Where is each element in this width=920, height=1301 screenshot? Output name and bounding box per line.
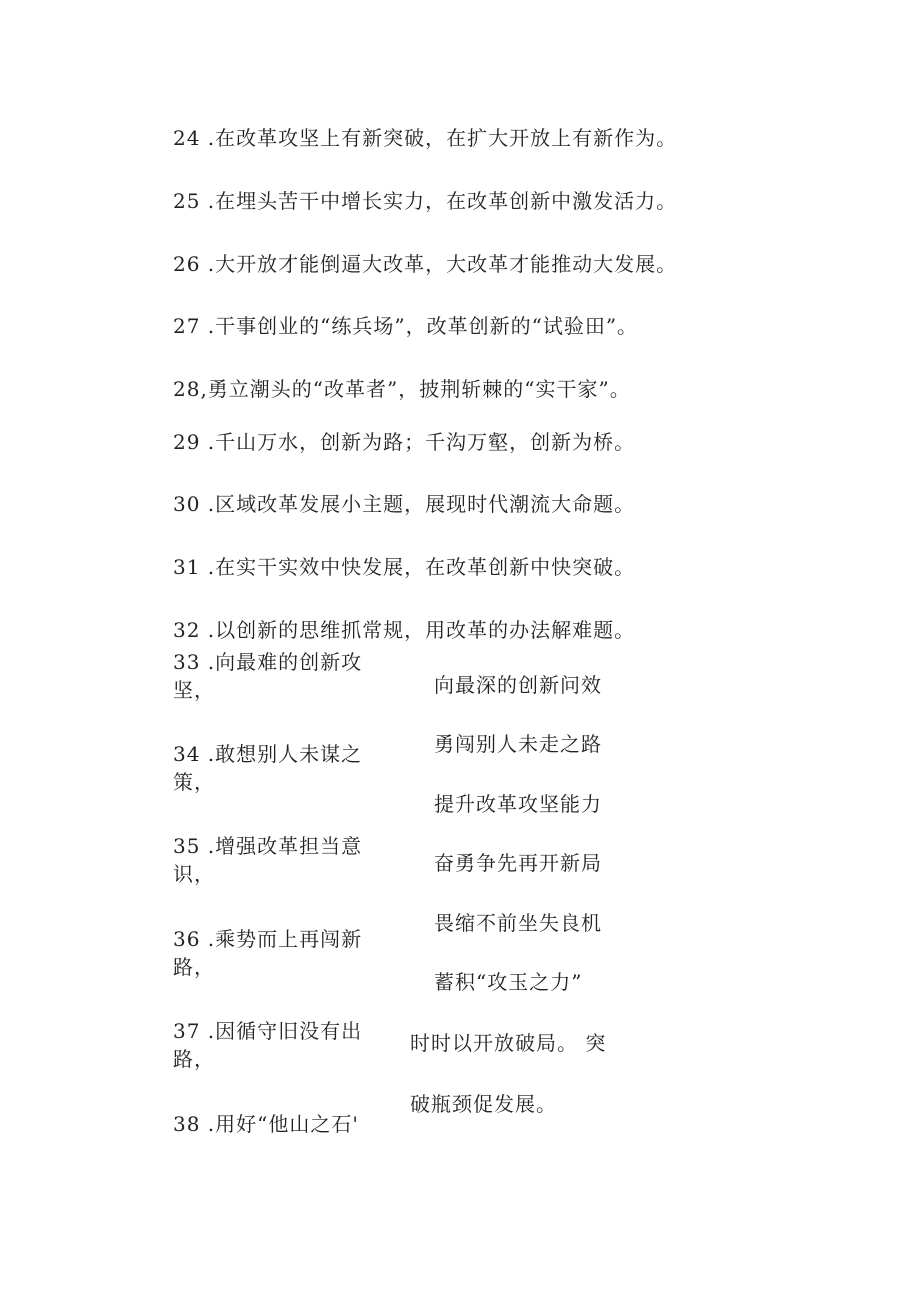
list-item-26: 26 .大开放才能倒逼大改革，大改革才能推动大发展。 [173,252,678,276]
list-item-31: 31 .在实干实效中快发展，在改革创新中快突破。 [173,555,636,579]
list-item-33: 33 .向最难的创新攻坚， [173,650,363,702]
list-item-36: 36 .乘势而上再闯新路， [173,927,363,979]
right-phrase-35a: 提升改革攻坚能力 [434,792,602,816]
right-phrase-38: 破瓶颈促发展。 [410,1092,557,1116]
list-item-28: 28,勇立潮头的“改革者”，披荆斩棘的“实干家”。 [173,377,631,401]
right-phrase-36b: 蓄积“攻玉之力” [434,970,583,994]
right-phrase-36a: 畏缩不前坐失良机 [434,911,602,935]
list-item-29: 29 .千山万水，创新为路；千沟万壑，创新为桥。 [173,430,636,454]
right-phrase-35b: 奋勇争先再开新局 [434,851,602,875]
list-item-37: 37 .因循守旧没有出路， [173,1019,363,1071]
right-phrase-34: 勇闯别人未走之路 [434,732,602,756]
right-phrase-37: 时时以开放破局。 突 [410,1031,607,1055]
right-phrase-33: 向最深的创新问效 [434,673,602,697]
list-item-35: 35 .增强改革担当意识， [173,834,363,886]
list-item-30: 30 .区域改革发展小主题，展现时代潮流大命题。 [173,492,636,516]
list-item-25: 25 .在埋头苦干中增长实力，在改革创新中激发活力。 [173,189,678,213]
list-item-38: 38 .用好“他山之石' [173,1112,359,1136]
list-item-32: 32 .以创新的思维抓常规，用改革的办法解难题。 [173,618,636,642]
list-item-24: 24 .在改革攻坚上有新突破，在扩大开放上有新作为。 [173,126,678,150]
list-item-27: 27 .干事创业的“练兵场”，改革创新的“试验田”。 [173,314,639,338]
list-item-34: 34 .敢想别人未谋之策， [173,742,363,794]
